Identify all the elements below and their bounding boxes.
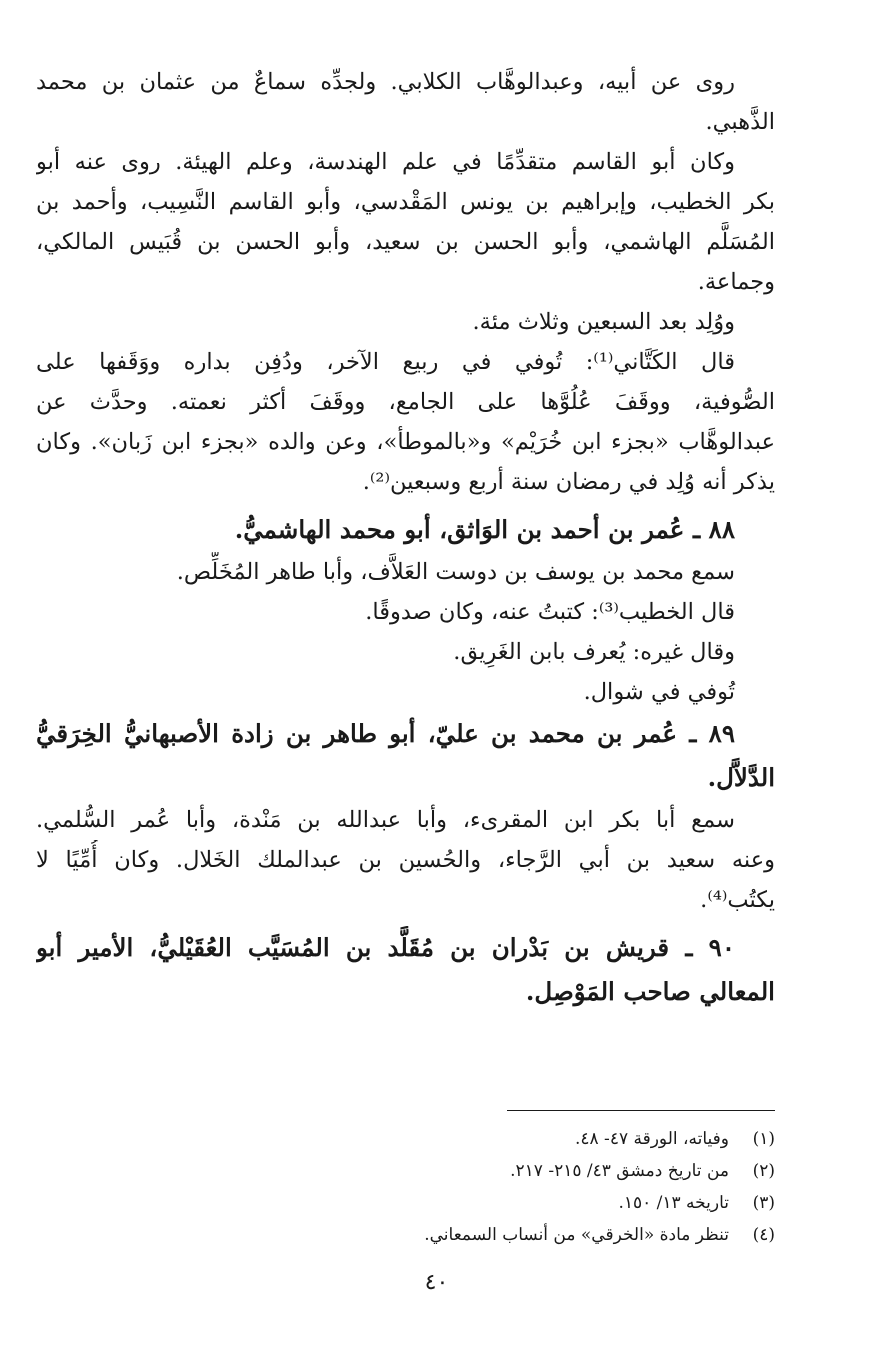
heading-line: الدَّلاَّل. xyxy=(707,763,775,792)
footnote-divider xyxy=(507,1110,775,1111)
heading-line: ٨٩ ـ عُمر بن محمد بن عليّ، أبو طاهر بن زادة الأصبهانيُّ الخِرَقيُّ xyxy=(36,719,735,748)
footnote-number: (١) xyxy=(752,1129,775,1149)
paragraph-1 xyxy=(36,62,775,142)
text-line: عبدالوهَّاب «بجزء ابن خُرَيْم» و«بالموطأ»، وعن والده «بجزء ابن زَبان». وكان xyxy=(36,429,775,455)
text-line: المُسَلَّم الهاشمي، وأبو الحسن بن سعيد، وأبو الحسن بن قُبَيس المالكي، xyxy=(36,229,775,255)
text-line: الصُّوفية، ووقَفَ عُلُوَّها على الجامع، ووقَفَ أكثر نعمته. وحدَّث عن xyxy=(36,389,775,415)
paragraph-6: قال الخطيب⁽³⁾: كتبتُ عنه، وكان صدوقًا. xyxy=(365,599,735,625)
paragraph-3 xyxy=(36,302,775,342)
heading-line: المعالي صاحب المَوْصِل. xyxy=(525,977,775,1006)
footnote-4 xyxy=(200,1219,775,1251)
footnote-text: من تاريخ دمشق ٤٣/ ٢١٥- ٢١٧. xyxy=(510,1161,729,1181)
main-text xyxy=(36,62,775,1014)
footnote-number: (٢) xyxy=(752,1161,775,1181)
text-line: وجماعة. xyxy=(697,269,775,295)
text-line: قال الكَتَّاني⁽¹⁾: تُوفي في ربيع الآخر، ودُفِن بداره ووَقَفها على xyxy=(36,349,735,375)
text-line: يكتُب⁽⁴⁾. xyxy=(700,887,775,913)
footnote-text: تنظر مادة «الخرقي» من أنساب السمعاني. xyxy=(424,1225,729,1245)
text-line: بكر الخطيب، وإبراهيم بن يونس المَقْدسي، وأبو القاسم النَّسِيب، وأحمد بن xyxy=(36,189,775,215)
paragraph-10 xyxy=(36,840,775,920)
text-line: وكان أبو القاسم متقدِّمًا في علم الهندسة، وعلم الهيئة. روى عنه أبو xyxy=(36,149,735,175)
footnote-text: تاريخه ١٣/ ١٥٠. xyxy=(618,1193,729,1213)
entry-88-heading: ٨٨ ـ عُمر بن أحمد بن الوَاثق، أبو محمد الهاشميُّ. xyxy=(234,515,735,544)
text-line: يذكر أنه وُلِد في رمضان سنة أربع وسبعين⁽²⁾. xyxy=(362,469,775,495)
paragraph-9: سمع أبا بكر ابن المقرىء، وأبا عبدالله بن مَنْدة، وأبا عُمر السُّلمي. xyxy=(36,807,735,833)
text-line: ووُلِد بعد السبعين وثلاث مئة. xyxy=(472,309,735,335)
footnote-number: (٤) xyxy=(752,1225,775,1245)
footnote-2 xyxy=(200,1155,775,1187)
page-number: ٤٠ xyxy=(424,1270,449,1295)
footnote-1 xyxy=(200,1123,775,1155)
text-line: روى عن أبيه، وعبدالوهَّاب الكلابي. ولجدِّه سماعٌ من عثمان بن محمد xyxy=(36,69,735,95)
paragraph-8: تُوفي في شوال. xyxy=(583,679,735,705)
footnote-text: وفياته، الورقة ٤٧- ٤٨. xyxy=(574,1129,729,1149)
entry-90-heading xyxy=(36,926,775,1014)
text-line: الذَّهبي. xyxy=(705,109,775,135)
footnotes xyxy=(200,1110,775,1251)
paragraph-7: وقال غيره: يُعرف بابن الغَرِيق. xyxy=(453,639,735,665)
paragraph-2 xyxy=(36,142,775,302)
heading-line: ٩٠ ـ قريش بن بَدْران بن مُقَلَّد بن المُسَيَّب العُقَيْليُّ، الأمير أبو xyxy=(36,933,735,962)
entry-89-heading xyxy=(36,712,775,800)
footnote-3 xyxy=(200,1187,775,1219)
paragraph-5: سمع محمد بن يوسف بن دوست العَلاَّف، وأبا طاهر المُخَلِّص. xyxy=(176,559,735,585)
paragraph-4 xyxy=(36,342,775,502)
text-line: وعنه سعيد بن أبي الرَّجاء، والحُسين بن عبدالملك الخَلال. وكان أُمِّيًا لا xyxy=(36,847,775,873)
footnote-number: (٣) xyxy=(752,1193,775,1213)
